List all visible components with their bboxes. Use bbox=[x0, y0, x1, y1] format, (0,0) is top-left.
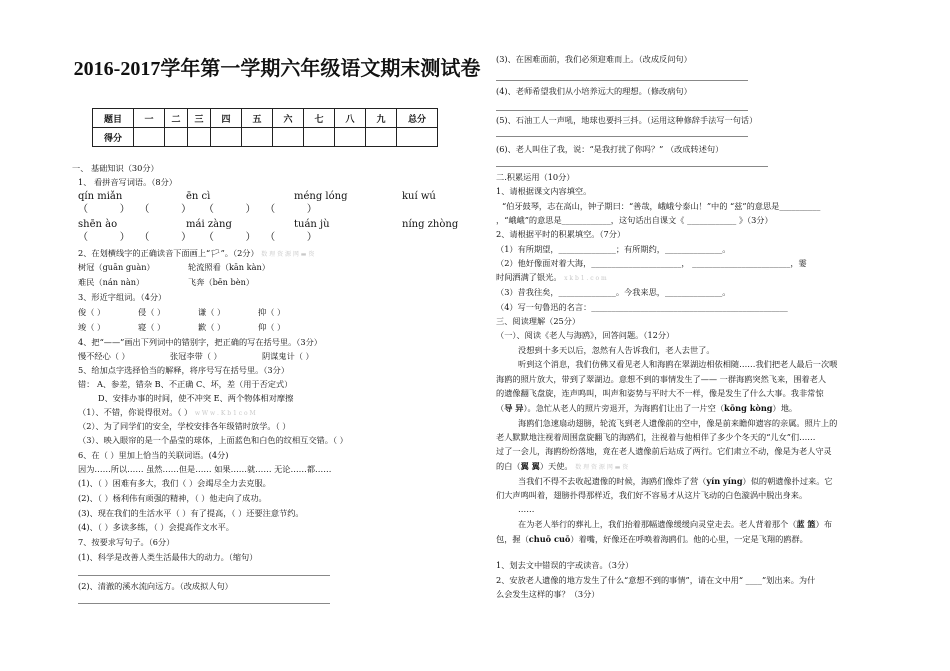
question-text: （3）昔我往矣，______________。今我来思，______________。 bbox=[496, 287, 731, 297]
question-text: 1、划去文中错误的字或读音。（3分） bbox=[496, 560, 634, 570]
page-title: 2016-2017学年第一学期六年级语文期末测试卷 bbox=[73, 58, 481, 80]
question-row: 竣（ ） 寝（ ） 歉（ ） 仰（ ） bbox=[78, 322, 286, 332]
question-text: (1)、科学是改善人类生活最伟大的动力。（缩句） bbox=[78, 552, 258, 562]
score-cell[interactable] bbox=[366, 128, 397, 147]
score-cell[interactable] bbox=[304, 128, 335, 147]
question-text: （3）、映入眼帘的是一个晶莹的球体，上面蓝色和白色的纹相互交错。（ ） bbox=[78, 435, 348, 445]
passage-line: 包，握（chuō cuō）着嘴，好像还在呼唤着海鸥们。他的心里，一定是飞翔的鸥群。 bbox=[496, 534, 808, 544]
table-row bbox=[93, 109, 438, 128]
table-cell: 题目 bbox=[93, 109, 134, 128]
passage-line: 听到这个消息，我们仿佛又看见老人和海鸥在翠湖边相依相随……我们把老人最后一次喂 bbox=[518, 359, 838, 369]
question-text: 错： A、参差，错杂 B、不正确 C、坏，差（用于否定式） bbox=[78, 379, 293, 389]
table-cell: 六 bbox=[273, 109, 304, 128]
question-text: “伯牙鼓琴，志在高山，钟子期曰：“善哉，峨峨兮泰山！”中的 “兹”的意思是__________ bbox=[502, 201, 821, 211]
question-text: (6)、老人叫住了我，说：“是我打扰了你吗？” （改成转述句） bbox=[496, 144, 724, 154]
question-text: 2、安放老人遗像的地方发生了什么“意想不到的事情”，请在文中用“ ____”划出来。为什 bbox=[496, 575, 816, 585]
score-cell[interactable] bbox=[335, 128, 366, 147]
question-text: （2）他好像面对着大海，______________________， ________________________，霎 bbox=[496, 258, 807, 268]
question-text: (4)、老师希望我们从小培养远大的理想。（修改病句） bbox=[496, 86, 692, 96]
pinyin-row: shēn ào mái zàng tuán jù níng zhòng bbox=[78, 219, 459, 230]
question-row: 慢不经心（ ） 张冠李带（ ） 阴谋鬼计（ ） bbox=[78, 351, 314, 361]
question-text: （1）、不错，你说得很对。（ ） w W w . K b 1 c o M bbox=[78, 407, 256, 417]
table-cell: 五 bbox=[242, 109, 273, 128]
passage-line: 的遗像翻飞盘旋，连声鸣叫，叫声和姿势与平时大不一样，像是发生了什么大事。我非常惊 bbox=[496, 388, 824, 398]
question-text: (4)、（ ）多读多练，（ ）会提高作文水平。 bbox=[78, 522, 234, 532]
score-cell[interactable] bbox=[188, 128, 211, 147]
question-text: 5、给加点字选择恰当的解释，将序号写在括号里。（3分） bbox=[78, 365, 290, 375]
passage-line: 的白（翼 翼）天使。 数 理 资 源 网 ▬ 资 bbox=[496, 461, 629, 471]
question-text: (5)、石油工人一声吼，地球也要抖三抖。（运用这种修辞手法写一句话） bbox=[496, 115, 758, 125]
question-text: (3)、现在我们的生活水平（ ）有了提高，（ ）还要注意节约。 bbox=[78, 508, 304, 518]
question-text: 1、 看拼音写词语。（8分） bbox=[78, 177, 177, 187]
passage-line: 没想到十多天以后，忽然有人告诉我们，老人去世了。 bbox=[518, 345, 715, 355]
watermark: w W w . K b 1 c o M bbox=[194, 410, 256, 417]
score-cell[interactable] bbox=[273, 128, 304, 147]
table-cell: 二 bbox=[165, 109, 188, 128]
question-row: 俊（ ） 侵（ ） 谦（ ） 抑（ ） bbox=[78, 307, 286, 317]
passage-line: …… bbox=[518, 504, 535, 514]
question-text: (1)、（ ）困难有多大，我们（ ）会竭尽全力去克服。 bbox=[78, 478, 271, 488]
table-row bbox=[93, 128, 438, 147]
passage-line: 海鸥们急速扇动翅膀，轮流飞到老人遗像前的空中，像是前来瞻仰遗容的亲属。照片上的 bbox=[518, 418, 838, 428]
watermark: x k b 1 . c o m bbox=[564, 275, 607, 282]
passage-line: 过了一会儿，海鸥纷纷落地，竟在老人遗像前后站成了两行。它们肃立不动，像是为老人守灵 bbox=[496, 446, 832, 456]
table-cell: 四 bbox=[211, 109, 242, 128]
passage-line: （导 异）。急忙从老人的照片旁退开，为海鸥们让出了一片空（kōng kòng）地。 bbox=[496, 403, 798, 413]
passage-line: 在为老人举行的葬礼上，我们抬着那幅遗像缓缓向灵堂走去。老人背着那个（蓝 篮）布 bbox=[518, 519, 833, 529]
answer-brackets[interactable]: （ ） （ ） （ ） （ ） bbox=[78, 204, 317, 215]
answer-line[interactable] bbox=[78, 575, 330, 576]
watermark: 数 理 资 源 网 ▬ 资 bbox=[575, 464, 629, 471]
question-text: (3)、在困难面前，我们必须迎难而上。（改成反问句） bbox=[496, 54, 692, 64]
table-cell: 三 bbox=[188, 109, 211, 128]
score-cell[interactable] bbox=[397, 128, 438, 147]
table-cell: 得分 bbox=[93, 128, 134, 147]
question-text: (2)、清澈的溪水流向远方。（改成拟人句） bbox=[78, 581, 233, 591]
section-heading: 三、阅读理解（25分） bbox=[496, 316, 581, 326]
answer-line[interactable] bbox=[78, 603, 330, 604]
question-text: 2、在划横线字的正确读音下面画上“🏳”。（2分） 数 理 资 源 网 ▬ 资 bbox=[78, 248, 315, 258]
score-cell[interactable] bbox=[242, 128, 273, 147]
section-heading: 一、 基础知识（30分） bbox=[72, 163, 159, 173]
pinyin-row: qín miǎn ēn cì méng lóng kuí wú bbox=[78, 191, 436, 202]
question-text: （4）写一句鲁迅的名言：________________________________________________ bbox=[496, 302, 788, 312]
section-heading: 二.积累运用（10分） bbox=[496, 172, 575, 182]
question-text: 2、请根据平时的积累填空。（7分） bbox=[496, 229, 626, 239]
table-cell: 一 bbox=[134, 109, 165, 128]
answer-line[interactable] bbox=[496, 80, 748, 81]
question-text: 6、在（ ）里加上恰当的关联词语。(4分) bbox=[78, 450, 229, 460]
question-text: 么会发生这样的事？（3分） bbox=[496, 589, 600, 599]
question-text: （1）有所期望，______________；有所期约，______________。 bbox=[496, 244, 731, 254]
passage-line: 当我们不得不去收起遗像的时候，海鸥们像炸了营（yín yíng）似的朝遗像扑过来。它 bbox=[518, 476, 833, 486]
table-cell: 七 bbox=[304, 109, 335, 128]
watermark: 数 理 资 源 网 ▬ 资 bbox=[261, 251, 315, 258]
score-cell[interactable] bbox=[165, 128, 188, 147]
question-text: 时间洒满了银光。 x k b 1 . c o m bbox=[496, 272, 607, 282]
question-text: 因为……所以…… 虽然……但是…… 如果……就…… 无论……都…… bbox=[78, 464, 332, 474]
question-text: 1、请根据课文内容填空。 bbox=[496, 186, 592, 196]
question-text: (2)、（ ）杨利伟有顽强的精神，（ ）他走向了成功。 bbox=[78, 493, 267, 503]
passage-line: 海鸥的照片放大，带到了翠湖边。意想不到的事情发生了—— 一群海鸥突然飞来，围着老人 bbox=[496, 374, 827, 384]
answer-line[interactable] bbox=[496, 136, 748, 137]
answer-line[interactable] bbox=[496, 166, 768, 167]
score-cell[interactable] bbox=[134, 128, 165, 147]
question-text: D、安排办事的时间，使不冲突 E、两个物体相对摩擦 bbox=[98, 393, 294, 403]
table-cell: 总分 bbox=[397, 109, 438, 128]
question-text: ，“峨峨”的意思是____________，这句话出自课文《 ____________ 》（3分） bbox=[496, 215, 773, 225]
table-cell: 八 bbox=[335, 109, 366, 128]
question-text: 3、形近字组词。（4分） bbox=[78, 292, 167, 302]
score-table bbox=[92, 108, 438, 147]
table-cell: 九 bbox=[366, 109, 397, 128]
question-text: 4、把“——”画出下列词中的错别字，把正确的写在括号里。（3分） bbox=[78, 337, 322, 347]
score-cell[interactable] bbox=[211, 128, 242, 147]
question-row: 难民（nán nàn） 飞奔（bēn bèn） bbox=[78, 277, 255, 287]
question-row: 树冠（guān guàn） 轮流照看（kān kàn） bbox=[78, 262, 270, 272]
answer-brackets[interactable]: （ ） （ ） （ ） （ ） bbox=[78, 232, 317, 243]
passage-line: 们大声鸣叫着，翅膀扑得那样近，我们好不容易才从这片飞动的白色漩涡中脱出身来。 bbox=[496, 490, 808, 500]
question-text: 7、按要求写句子。（6分） bbox=[78, 537, 175, 547]
question-text: （一）、阅读《老人与海鸥》，回答问题。（12分） bbox=[496, 330, 675, 340]
answer-line[interactable] bbox=[496, 110, 748, 111]
question-text: （2）、为了同学们的安全，学校安排各年级错时放学。（ ） bbox=[78, 421, 291, 431]
passage-line: 老人默默地注视着周围盘旋翻飞的海鸥们，注视着与他相伴了多少个冬天的“儿女”们…… bbox=[496, 432, 816, 442]
